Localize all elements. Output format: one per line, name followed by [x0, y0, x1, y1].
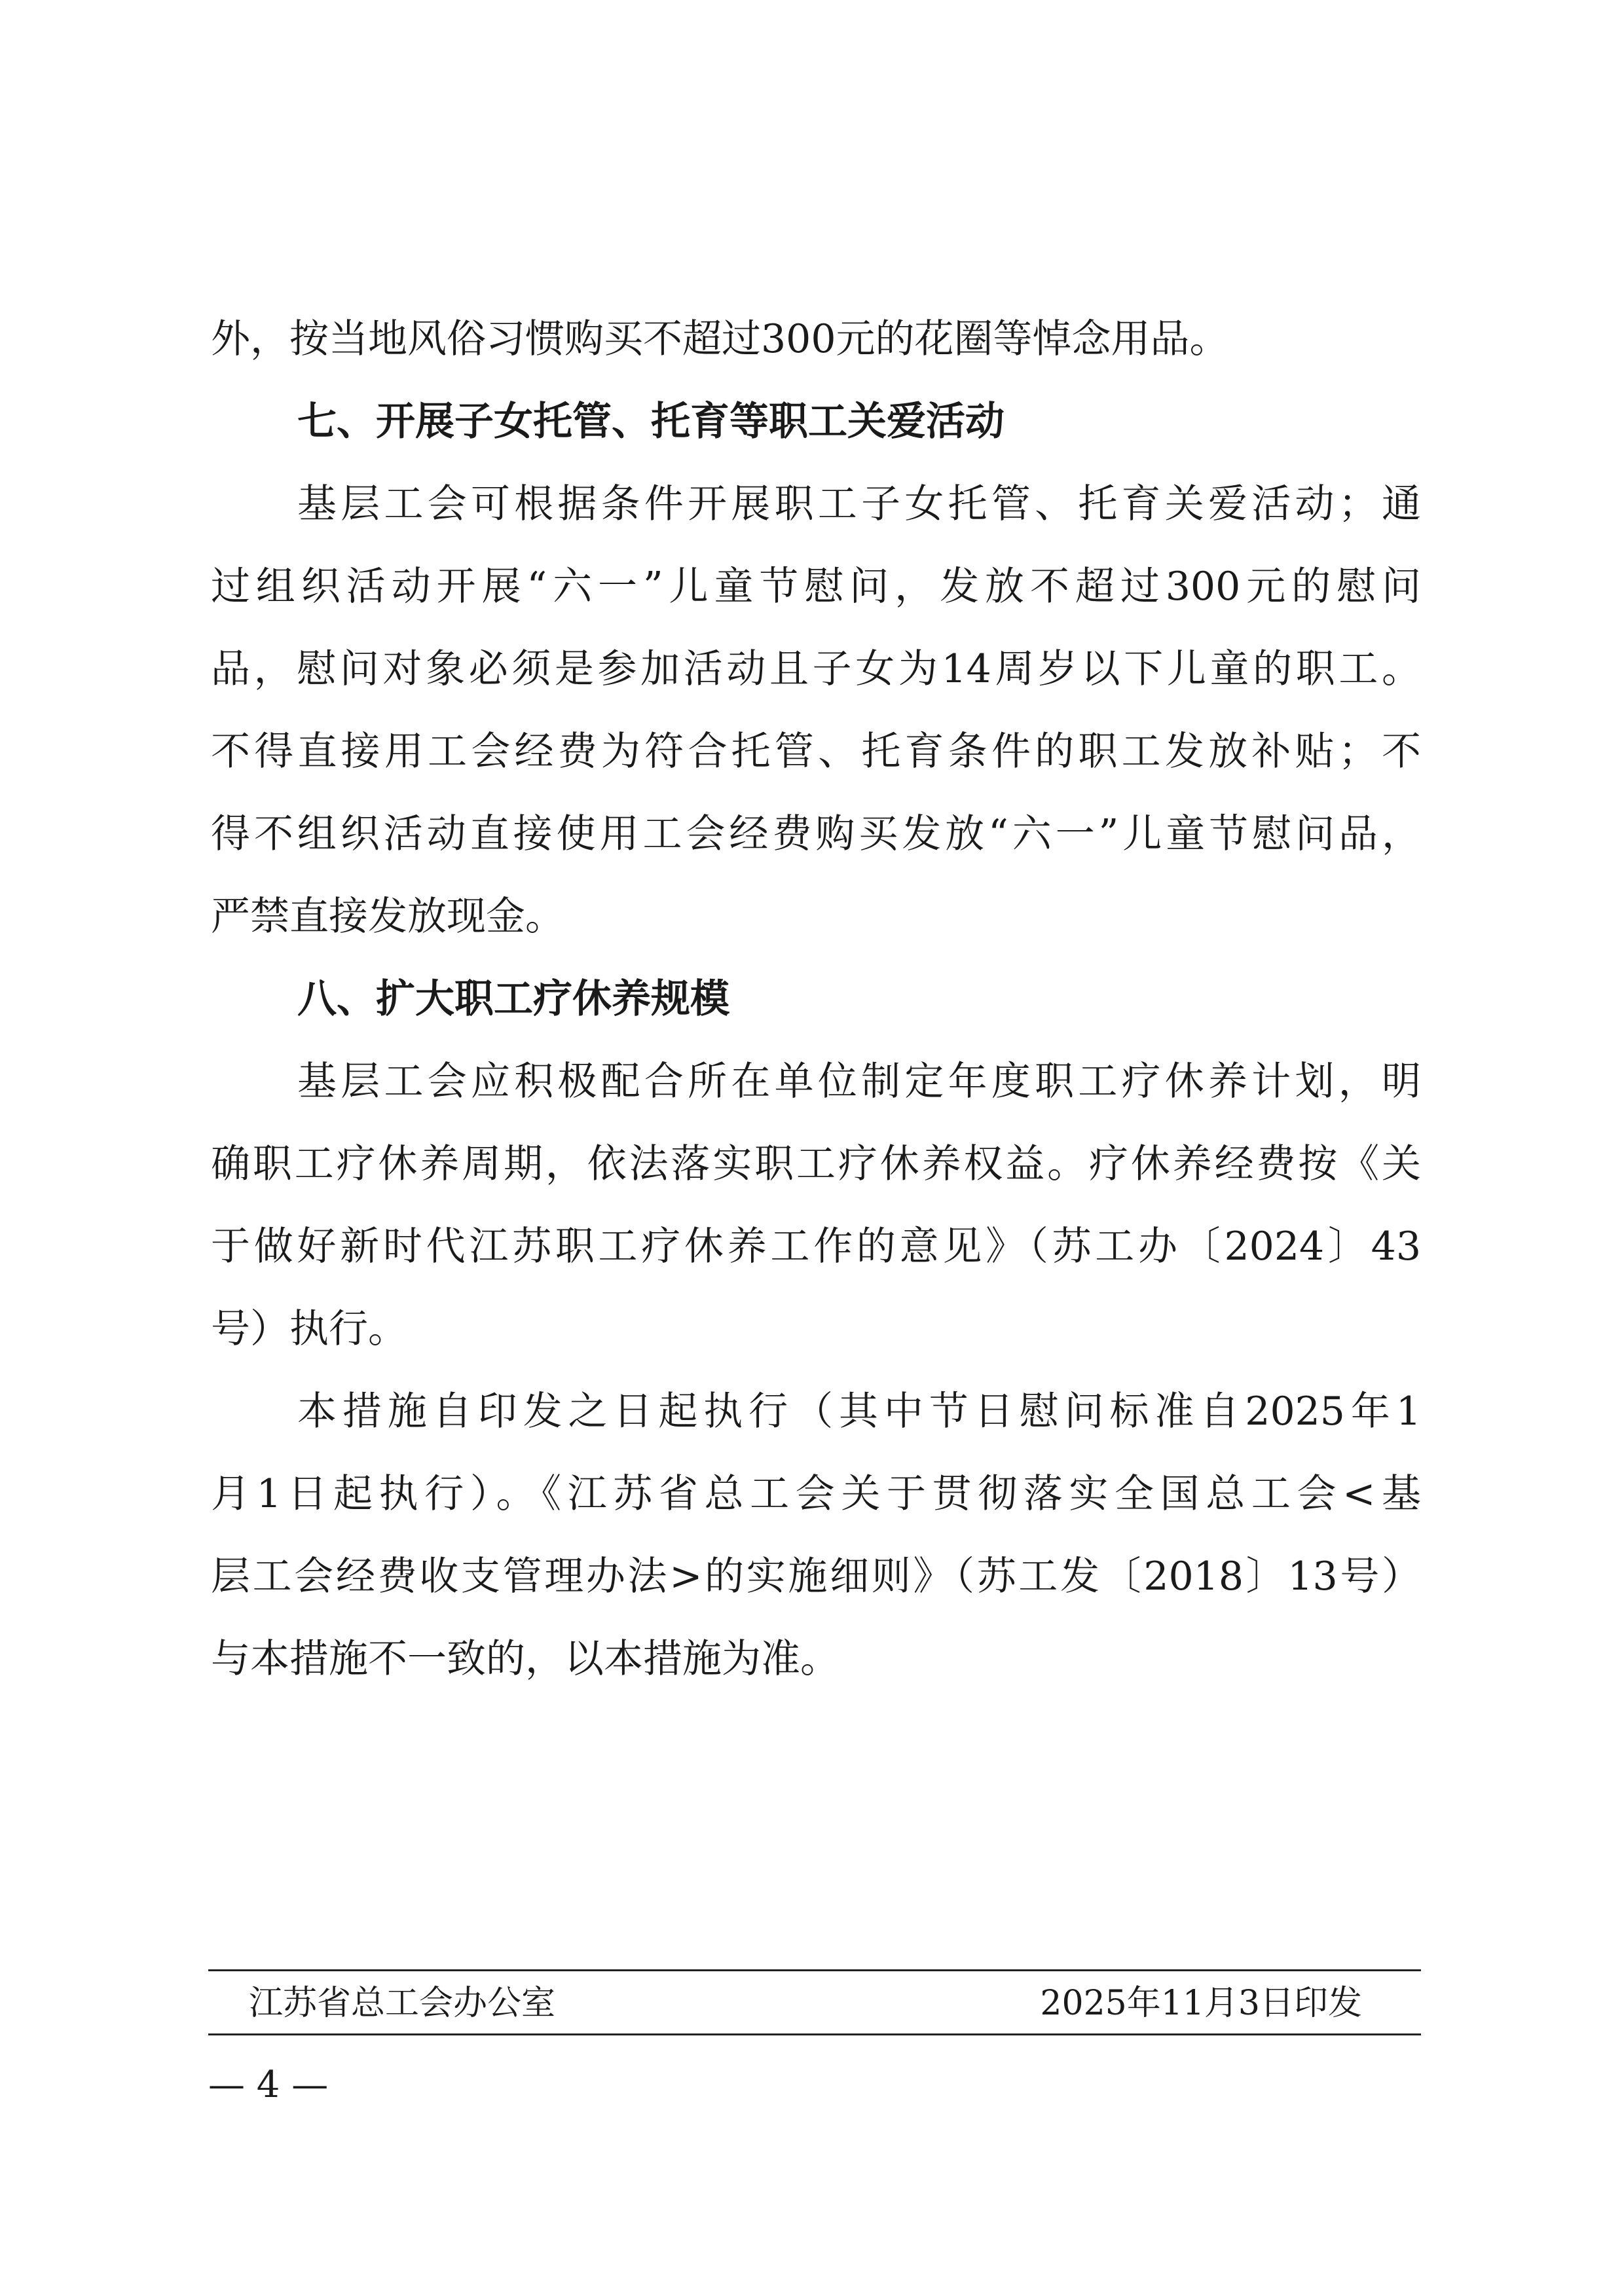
footer-issuer: 江苏省总工会办公室 [249, 1984, 556, 2023]
footer-date: 2025年11月3日印发 [1040, 1984, 1362, 2023]
section-heading-7: 七、开展子女托管、托育等职工关爱活动 [297, 399, 1005, 445]
paragraph-line: 与本措施不一致的，以本措施为准。 [211, 1636, 840, 1682]
paragraph-line: 过组织活动开展“六一”儿童节慰问，发放不超过300元的慰问 [211, 564, 1421, 610]
paragraph-line: 于做好新时代江苏职工疗休养工作的意见》（苏工办〔2024〕43 [211, 1224, 1421, 1269]
paragraph-line: 不得直接用工会经费为符合托管、托育条件的职工发放补贴；不 [211, 729, 1421, 774]
page-number: — 4 — [208, 2064, 329, 2106]
body-text [211, 298, 1421, 1700]
paragraph-line: 基层工会应积极配合所在单位制定年度职工疗休养计划，明 [297, 1059, 1421, 1104]
paragraph-line: 基层工会可根据条件开展职工子女托管、托育关爱活动；通 [297, 481, 1421, 527]
paragraph-line: 确职工疗休养周期，依法落实职工疗休养权益。疗休养经费按《关 [211, 1141, 1421, 1187]
footer-bottom-rule [208, 2033, 1421, 2035]
paragraph-line: 月1日起执行）。《江苏省总工会关于贯彻落实全国总工会<基 [211, 1471, 1421, 1517]
paragraph-line: 本措施自印发之日起执行（其中节日慰问标准自2025年1 [297, 1389, 1421, 1434]
paragraph-line: 层工会经费收支管理办法>的实施细则》（苏工发〔2018〕13号） [211, 1554, 1421, 1599]
section-heading-8: 八、扩大职工疗休养规模 [297, 976, 729, 1022]
paragraph-line: 严禁直接发放现金。 [211, 894, 564, 939]
paragraph-line: 外，按当地风俗习惯购买不超过300元的花圈等悼念用品。 [211, 316, 1229, 362]
paragraph-line: 得不组织活动直接使用工会经费购买发放“六一”儿童节慰问品， [211, 811, 1421, 857]
paragraph-line: 号）执行。 [211, 1306, 407, 1352]
footer-top-rule [208, 1969, 1421, 1971]
paragraph-line: 品，慰问对象必须是参加活动且子女为14周岁以下儿童的职工。 [211, 646, 1421, 692]
